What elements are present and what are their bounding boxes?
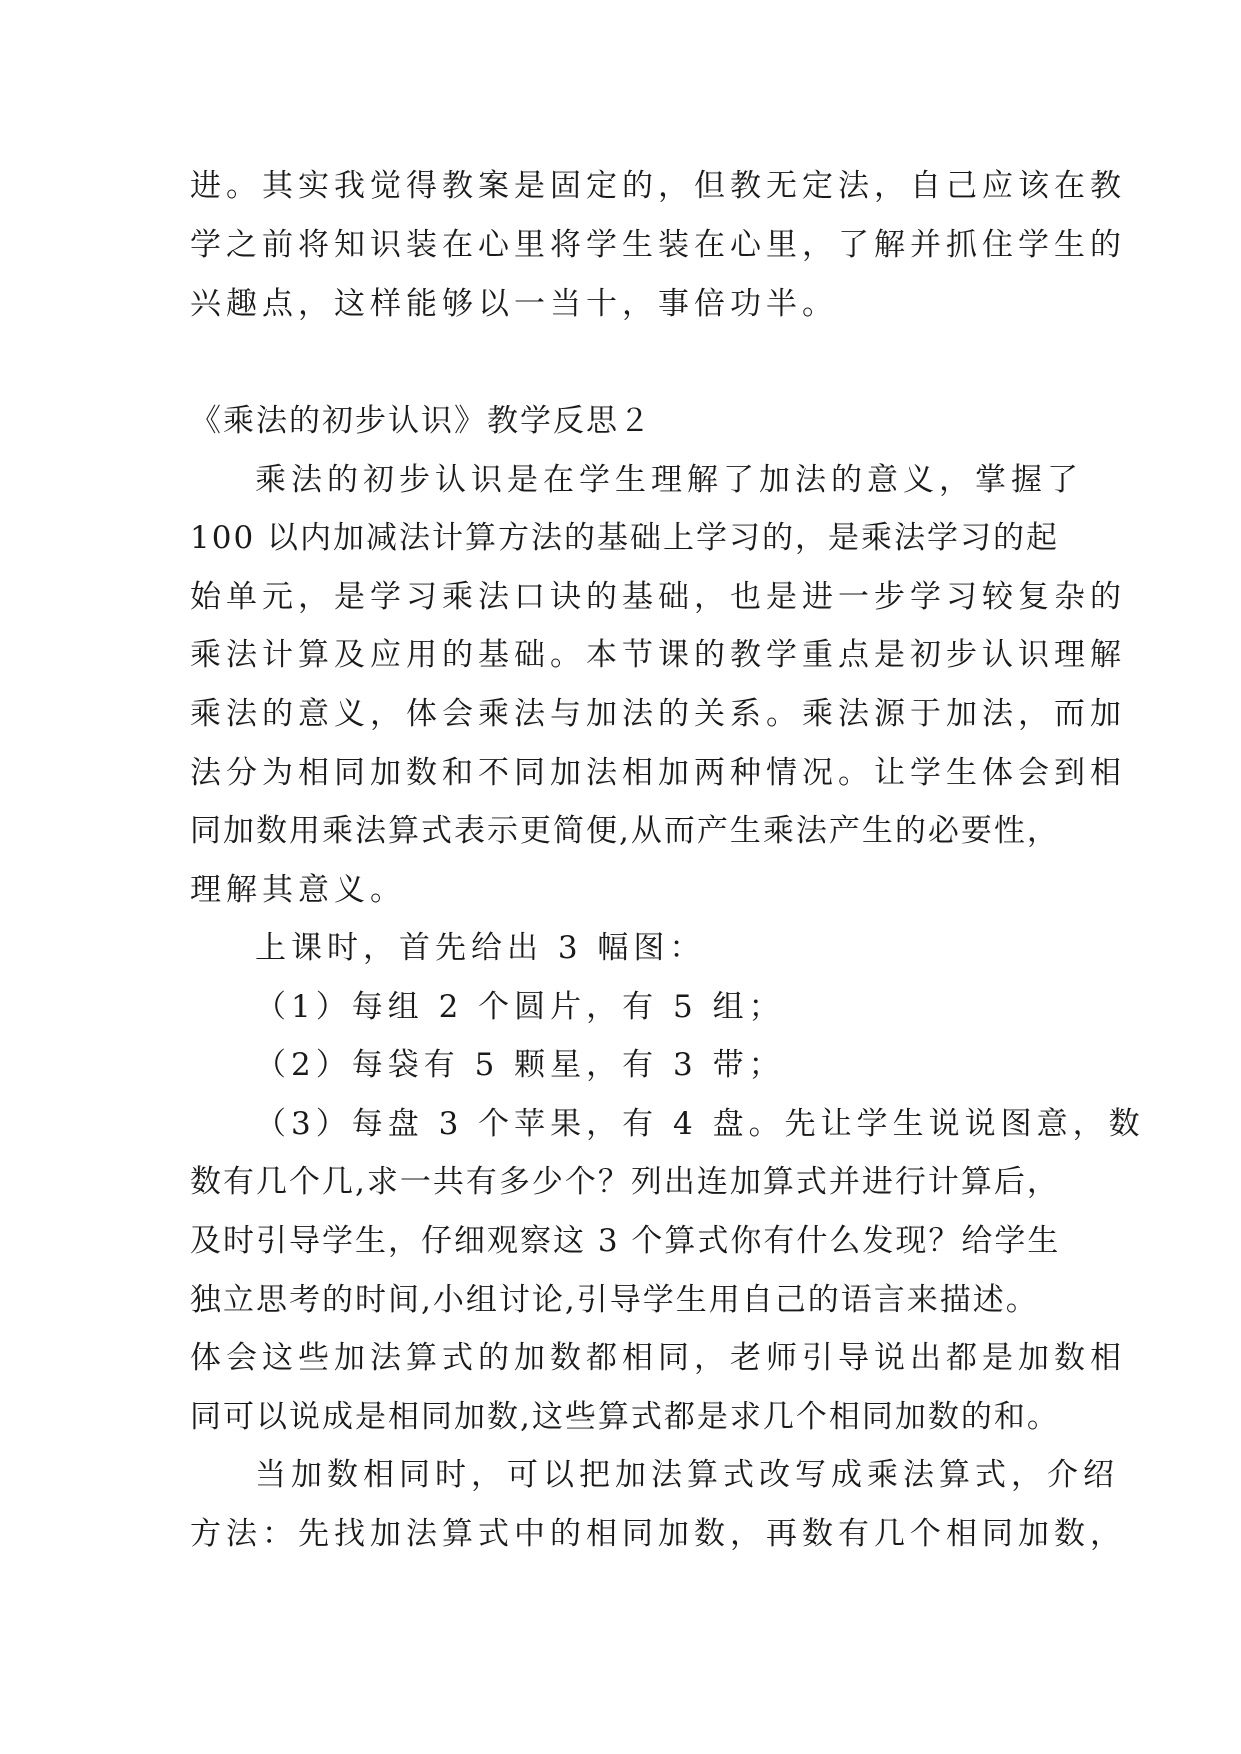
paragraph-line: 进。其实我觉得教案是固定的，但教无定法，自己应该在教 [190, 168, 1126, 204]
paragraph-line: 乘法的意义，体会乘法与加法的关系。乘法源于加法，而加 [190, 696, 1126, 732]
paragraph-line: 同加数用乘法算式表示更简便,从而产生乘法产生的必要性， [190, 813, 1060, 849]
list-item: （1）每组 2 个圆片，有 5 组； [255, 989, 785, 1025]
section-heading: 《乘法的初步认识》教学反思２ [190, 403, 652, 439]
paragraph-line: 体会这些加法算式的加数都相同，老师引导说出都是加数相 [190, 1340, 1126, 1376]
paragraph-line: 乘法计算及应用的基础。本节课的教学重点是初步认识理解 [190, 637, 1126, 673]
paragraph-line: 数有几个几,求一共有多少个？列出连加算式并进行计算后， [190, 1164, 1060, 1200]
list-item: （2）每袋有 5 颗星，有 3 带； [255, 1047, 785, 1083]
paragraph-line: 乘法的初步认识是在学生理解了加法的意义，掌握了 [255, 462, 1083, 498]
paragraph-line: 始单元，是学习乘法口诀的基础，也是进一步学习较复杂的 [190, 579, 1126, 615]
paragraph-line: 上课时，首先给出 3 幅图： [255, 930, 706, 966]
list-item: （3）每盘 3 个苹果，有 4 盘。先让学生说说图意，数 [255, 1106, 1145, 1142]
paragraph-line: 独立思考的时间,小组讨论,引导学生用自己的语言来描述。 [190, 1282, 1039, 1318]
paragraph-line: 同可以说成是相同加数,这些算式都是求几个相同加数的和。 [190, 1399, 1060, 1435]
paragraph-line: 法分为相同加数和不同加法相加两种情况。让学生体会到相 [190, 755, 1126, 791]
paragraph-line: 当加数相同时，可以把加法算式改写成乘法算式，介绍 [255, 1457, 1119, 1493]
paragraph-line: 理解其意义。 [190, 872, 406, 908]
paragraph-line: 方法：先找加法算式中的相同加数，再数有几个相同加数， [190, 1516, 1126, 1552]
paragraph-line: 100 以内加减法计算方法的基础上学习的，是乘法学习的起 [190, 520, 1060, 556]
paragraph-line: 兴趣点，这样能够以一当十，事倍功半。 [190, 286, 838, 322]
paragraph-line: 学之前将知识装在心里将学生装在心里，了解并抓住学生的 [190, 227, 1126, 263]
paragraph-line: 及时引导学生，仔细观察这 3 个算式你有什么发现？给学生 [190, 1223, 1061, 1259]
